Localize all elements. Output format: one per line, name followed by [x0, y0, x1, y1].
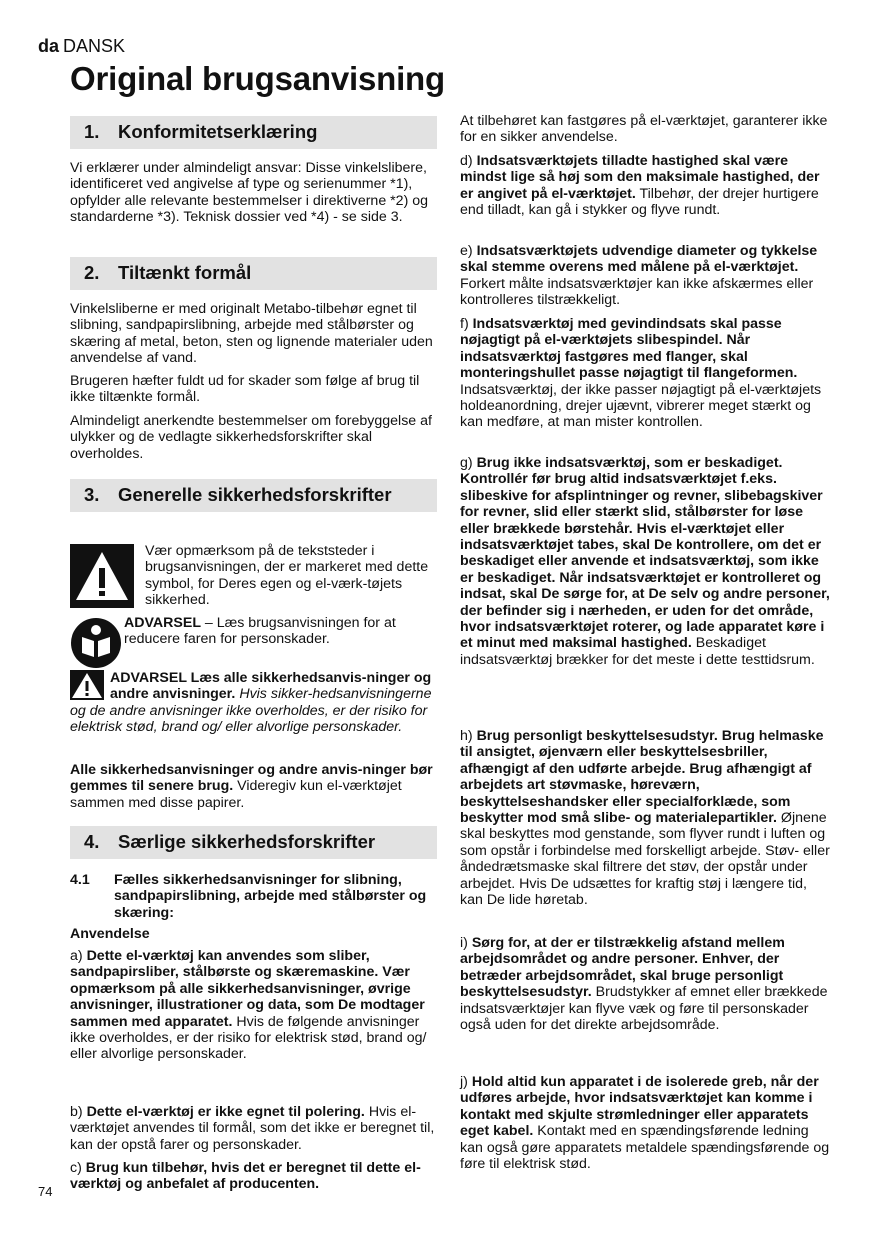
warning-text: – Læs brugsanvisningen for at reducere faren for personskader. — [124, 615, 396, 648]
item-h — [460, 728, 832, 908]
item-bold: Dette el-værktøj er ikke egnet til polering. — [86, 1104, 365, 1120]
subsection-title: Fælles sikkerhedsanvisninger for slibning, sandpapirslibning, arbejde med stålbørster og skæring: — [114, 872, 427, 921]
item-bold: Hold altid kun apparatet i de isolerede greb, når der udføres arbejde, hvor indsatsværktøjet kan komme i kontakt med skjulte strømledninger eller apparatets eget kabel. — [460, 1074, 819, 1140]
section-title: Generelle sikkerhedsforskrifter — [118, 484, 392, 505]
item-j — [460, 1074, 832, 1172]
item-prefix: b) — [70, 1104, 87, 1120]
language-code: da — [38, 36, 60, 56]
item-e — [460, 243, 832, 309]
item-d — [460, 153, 832, 219]
section-heading-2 — [70, 257, 437, 290]
item-bold: Sørg for, at der er tilstrækkelig afstand mellem arbejdsområdet og andre personer. Enhver, der betræder arbejdsområdet, skal bruge personligt beskyttelsesudstyr. — [460, 935, 785, 1001]
item-prefix: f) — [460, 316, 473, 332]
item-prefix: i) — [460, 935, 472, 951]
item-text: Hvis el-værktøjet anvendes til formål, som det ikke er beregnet til, kan der opstå farer og personskader. — [70, 1104, 435, 1153]
purpose-text-2: Brugeren hæfter fuldt ud for skader som følge af brug til ikke tiltænkte formål. — [70, 373, 420, 406]
item-bold: Indsatsværktøj med gevindindsats skal passe nøjagtigt på el-værktøjets slibespindel. Når indsatsværktøj fastgøres med flanger, skal monteringshullet passe nøjagtigt til flangeformen. — [460, 316, 798, 382]
item-i — [460, 935, 832, 1033]
item-text: Hvis de følgende anvisninger ikke overholdes, er der risiko for elektrisk stød, brand og/ eller alvorlige personskader. — [70, 1013, 427, 1063]
purpose-text-3: Almindeligt anerkendte bestemmelser om forebyggelse af ulykker og de vedlagte sikkerhedsforskrifter skal overholdes. — [70, 413, 432, 462]
section-title: Tiltænkt formål — [118, 262, 252, 283]
section-heading-4 — [70, 826, 437, 859]
language-name: DANSK — [63, 36, 126, 56]
item-text: Indsatsværktøj, der ikke passer nøjagtigt på el-værktøjets holdeanordning, drejer ujævnt, vibrerer meget stærkt og kan medføre, at man mister kontrollen. — [460, 381, 822, 431]
section-number: 2. — [84, 262, 100, 283]
item-prefix: h) — [460, 728, 477, 744]
item-text: Kontakt med en spændingsførende ledning kan også gøre apparatets metaldele spændingsførende og føre til elektrisk stød. — [460, 1123, 830, 1173]
keep-text: Videregiv kun el-værktøjet sammen med disse papirer. — [70, 778, 402, 811]
keep-bold: Alle sikkerhedsanvisninger og andre anvis-ninger bør gemmes til senere brug. — [70, 762, 433, 795]
item-text: Forkert målte indsatsværktøjer kan ikke afskærmes eller kontrolleres tilstrækkeligt. — [460, 275, 814, 309]
page-title: Original brugsanvisning — [70, 60, 445, 97]
item-prefix: j) — [460, 1074, 472, 1090]
usage-label: Anvendelse — [70, 926, 150, 942]
item-text: Øjnene skal beskyttes mod genstande, som flyver rundt i luften og som opstår i forbindelse med forskelligt arbejde. Støv- eller åndedrætsmaske skal filtrere det støv, der opstår under arbejdet. Hvis De udsættes for kraftig støj i længere tid, kan De lide høretab. — [460, 810, 830, 909]
section-heading-3 — [70, 479, 437, 512]
page-number: 74 — [38, 1184, 53, 1199]
item-prefix: a) — [70, 948, 87, 964]
item-a — [70, 948, 442, 1063]
warning-triangle-icon — [70, 544, 134, 608]
section-heading-1 — [70, 116, 437, 149]
item-bold: Brug personligt beskyttelsesudstyr. Brug helmaske til ansigtet, øjenværn eller beskyttelsesbriller, afhængigt af den udførte arbejde. Brug afhængigt af arbejdets art støvmaske, høreværn, beskyttelseshandsker eller specialforklæde, som beskytter mod små slibe- og materialepartikler. — [460, 728, 824, 827]
item-text: Beskadiget indsatsværktøj brækker for det meste i dette testtidsrum. — [460, 635, 815, 668]
item-text: Tilbehør, der drejer hurtigere end tilladt, kan gå i stykker og flyve rundt. — [460, 185, 819, 219]
subsection-4-1 — [70, 872, 440, 921]
warning-label: ADVARSEL — [124, 615, 201, 631]
item-text: Brudstykker af emnet eller brækkede indsatsværktøjer kan flyve væk og føre til personskader også uden for det direkte arbejdsområde. — [460, 984, 828, 1034]
item-bold: Dette el-værktøj kan anvendes som sliber, sandpapirsliber, stålbørste og skæremaskine. Vær opmærksom på alle sikkerhedsanvisninger, øvrige anvisninger, illustrationer og data, som De modtager sammen med apparatet. — [70, 948, 425, 1030]
item-c — [70, 1160, 442, 1193]
item-prefix: c) — [70, 1160, 86, 1176]
item-prefix: d) — [460, 153, 477, 169]
item-bold: Indsatsværktøjets tilladte hastighed skal være mindst lige så høj som den maksimale hastighed, der er angivet på el-værktøjet. — [460, 153, 820, 202]
purpose-text-1: Vinkelsliberne er med originalt Metabo-tilbehør egnet til slibning, sandpapirslibning, arbejde med stålbørster og skæring af metal, beton, sten og lignende materialer uden anvendelse af vand. — [70, 301, 433, 367]
section-number: 3. — [84, 484, 100, 505]
read-manual-warning — [124, 615, 440, 648]
item-g — [460, 455, 832, 668]
warning-triangle-icon — [70, 670, 104, 700]
keep-instructions — [70, 762, 440, 811]
item-prefix: g) — [460, 455, 477, 471]
symbol-note: Vær opmærksom på de tekststeder i brugsanvisningen, der er markeret med dette symbol, for Deres egen og el-værk-tøjets sikkerhed. — [145, 543, 429, 609]
section-number: 4. — [84, 831, 100, 852]
conformity-text: Vi erklærer under almindeligt ansvar: Disse vinkelslibere, identificeret ved angivelse af type og serienummer *1), opfylder alle relevante bestemmelser i direktiverne *2) og standarderne *3). Teknisk dossier ved *4) - se side 3. — [70, 160, 429, 226]
warning-bold: ADVARSEL Læs alle sikkerhedsanvis-ninger og andre anvisninger. — [110, 670, 432, 703]
item-bold: Brug ikke indsatsværktøj, som er beskadiget. Kontrollér før brug altid indsatsværktøjet f.eks. slibeskive for afsplintninger og revner, slibebagskiver for revner, slid eller stærkt slid, stålbørster for løse eller brækkede børstehår. Hvis el-værktøjet eller indsatsværktøjet tabes, skal De kontrollere, om det er beskadiget eller anvende et indsatsværktøj, som ikke er beskadiget. Når indsatsværktøjet er kontrolleret og indsat, skal De sørge for, at De selv og andre personer, der befinder sig i nærheden, er uden for det område, hvor indsatsværktøjet roterer, og lade apparatet køre i et minut med maksimal hastighed. — [460, 455, 830, 652]
item-bold: Indsatsværktøjets udvendige diameter og tykkelse skal stemme overens med målene på el-værktøjet. — [460, 243, 818, 276]
usage-heading — [70, 926, 150, 942]
language-label — [38, 36, 125, 57]
item-c-continued: At tilbehøret kan fastgøres på el-værktøjet, garanterer ikke for en sikker anvendelse. — [460, 113, 828, 146]
section-title: Konformitetserklæring — [118, 121, 318, 142]
subsection-number: 4.1 — [70, 872, 90, 888]
section-number: 1. — [84, 121, 100, 142]
item-f — [460, 316, 832, 431]
read-manual-icon — [70, 617, 122, 669]
warning-italic: Hvis sikker-hedsanvisningerne og de andre anvisninger ikke overholdes, er der risiko for elektrisk stød, brand og/ eller alvorlige personskader. — [70, 686, 432, 736]
item-bold: Brug kun tilbehør, hvis det er beregnet til dette el-værktøj og anbefalet af producenten. — [70, 1160, 421, 1193]
section-title: Særlige sikkerhedsforskrifter — [118, 831, 376, 852]
general-warning — [70, 670, 442, 736]
item-b — [70, 1104, 442, 1153]
item-prefix: e) — [460, 243, 477, 259]
